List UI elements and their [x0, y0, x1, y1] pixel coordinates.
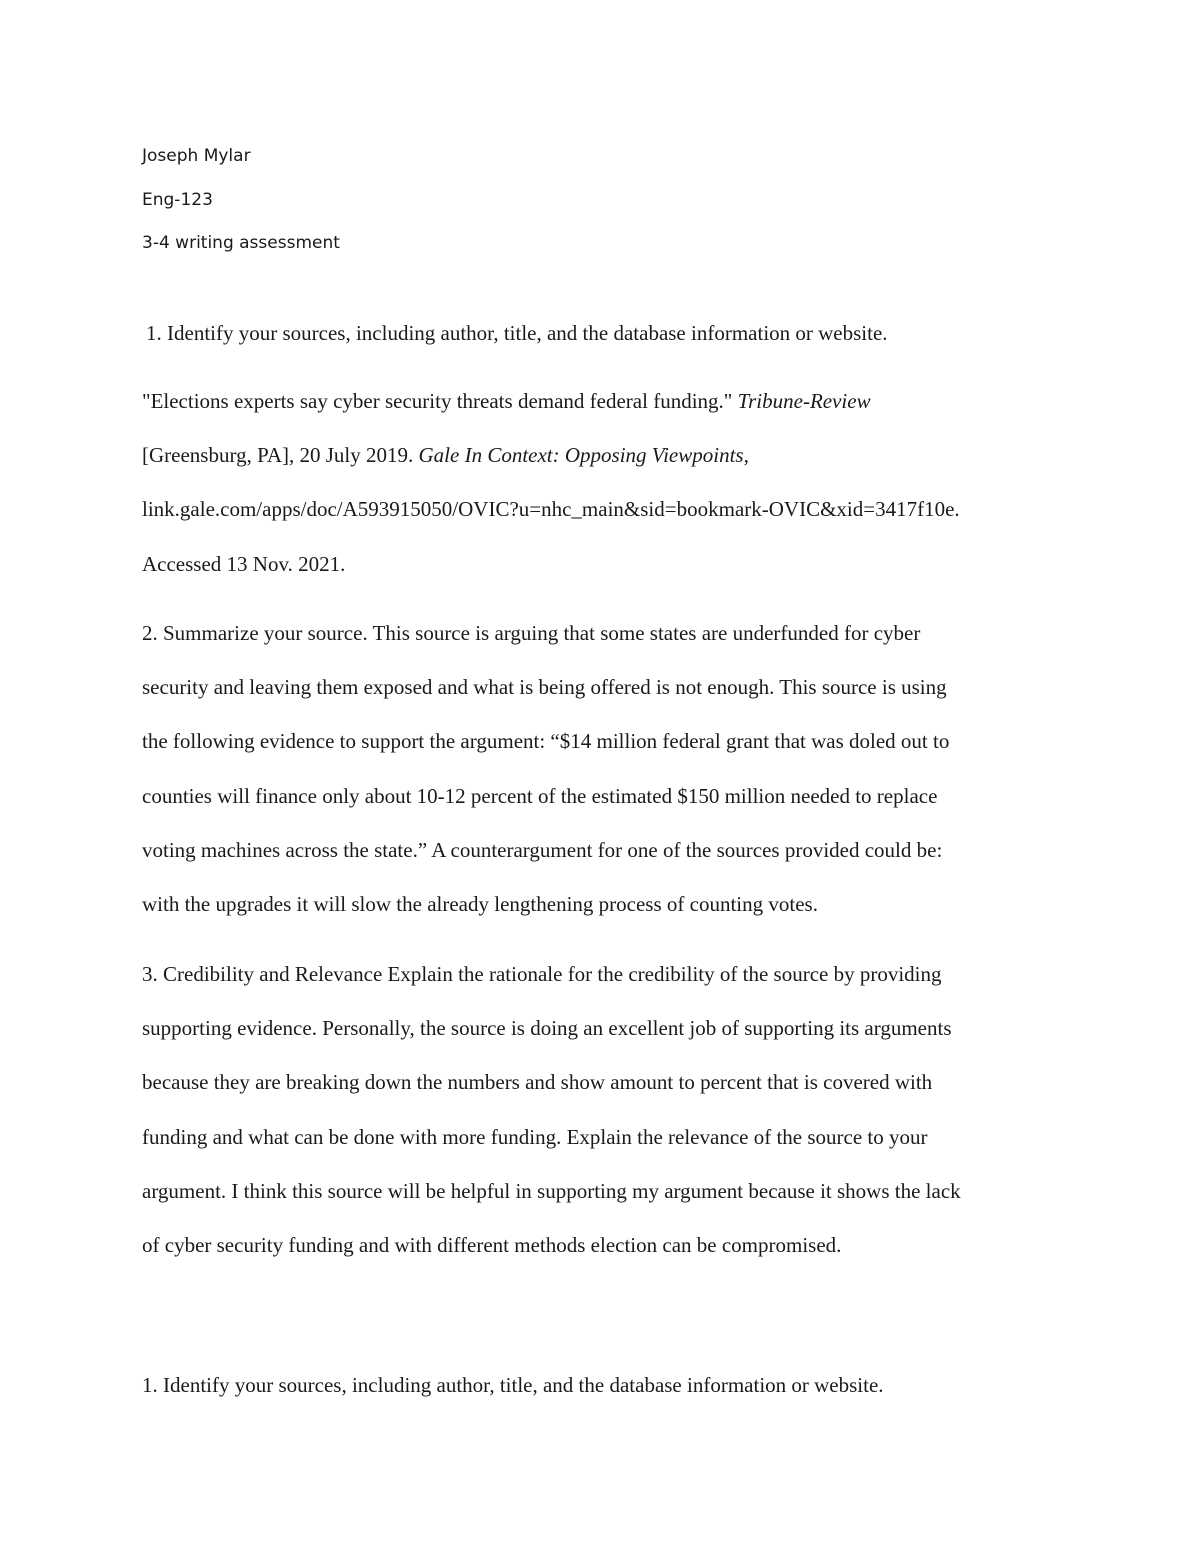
citation-line-2 [142, 428, 1067, 482]
author-name: Joseph Mylar [142, 146, 251, 166]
assignment-title: 3-4 writing assessment [142, 233, 340, 253]
course-code: Eng-123 [142, 190, 213, 210]
citation-place-date: [Greensburg, PA], 20 July 2019. [142, 443, 414, 468]
question-1-prompt: 1. Identify your sources, including author, title, and the database information or website. [146, 321, 888, 345]
citation-line-1 [142, 374, 1067, 428]
citation-link[interactable]: link.gale.com/apps/doc/A593915050/OVIC?u=nhc_main&sid=bookmark-OVIC&xid=3417f10e. [142, 497, 960, 522]
paragraph-line: voting machines across the state.” A counterargument for one of the sources provided could be: [142, 837, 943, 862]
citation-accessed: Accessed 13 Nov. 2021. [142, 551, 346, 576]
paragraph-line: of cyber security funding and with different methods election can be compromised. [142, 1233, 842, 1258]
paragraph-line: counties will finance only about 10-12 percent of the estimated $150 million needed to replace [142, 783, 938, 808]
paragraph-line: 2. Summarize your source. This source is arguing that some states are underfunded for cyber [142, 621, 921, 645]
paragraph-line: with the upgrades it will slow the already lengthening process of counting votes. [142, 892, 818, 917]
paragraph-line: because they are breaking down the numbers and show amount to percent that is covered with [142, 1070, 933, 1095]
question-2-paragraph [142, 606, 1067, 931]
question-3-paragraph [142, 947, 1067, 1272]
question-1-prompt-repeat: 1. Identify your sources, including author, title, and the database information or website. [142, 1373, 884, 1397]
paragraph-line: argument. I think this source will be helpful in supporting my argument because it shows the lack [142, 1178, 961, 1203]
paragraph-line: 3. Credibility and Relevance Explain the rationale for the credibility of the source by providing [142, 962, 942, 986]
citation-publication: Tribune-Review [737, 389, 871, 413]
paragraph-line: security and leaving them exposed and what is being offered is not enough. This source is using [142, 675, 947, 700]
citation-database: Gale In Context: Opposing Viewpoints [418, 443, 744, 468]
paragraph-line: funding and what can be done with more funding. Explain the relevance of the source to your [142, 1124, 928, 1149]
paragraph-line: the following evidence to support the argument: “$14 million federal grant that was doled out to [142, 729, 950, 754]
citation-database-suffix: , [743, 443, 749, 468]
citation [142, 374, 1067, 591]
citation-title: "Elections experts say cyber security threats demand federal funding." [142, 389, 733, 413]
paragraph-line: supporting evidence. Personally, the source is doing an excellent job of supporting its arguments [142, 1016, 952, 1041]
